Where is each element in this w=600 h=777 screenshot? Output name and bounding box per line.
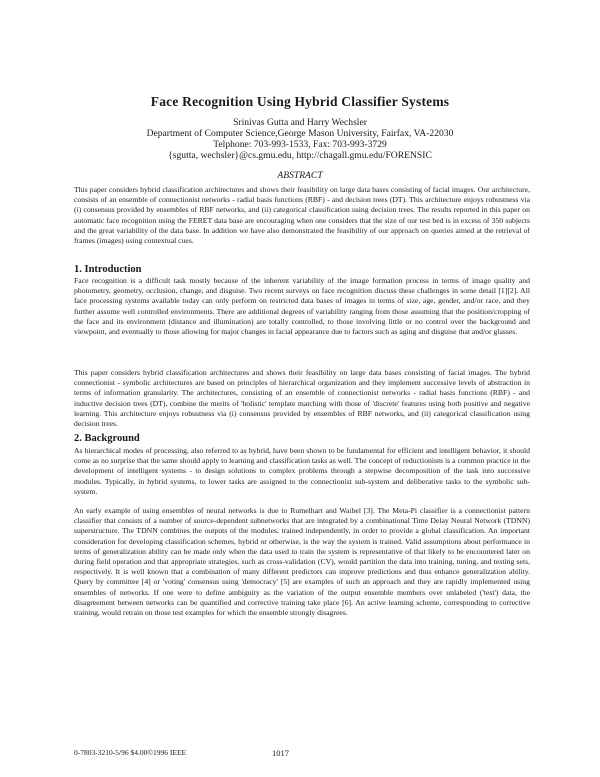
footer-copyright-code: 0-7803-3210-5/96 $4.00©1996 IEEE [74, 748, 187, 757]
introduction-paragraph-1: Face recognition is a difficult task mostly because of the inherent variability of the image formation process in terms of image quality and photometry, geometry, occlusion, change, and disguise. Two recent surveys on face recognition discuss these challenges in some detail [1][2]. All face processing systems available today can only perform on restricted data bases of images in terms of size, age, gender, and/or race, and they further assume well controlled environments. There are additional degrees of variability ranging from those assuming that the position/cropping of the face and its environment (distance and illumination) are totally controlled, to those involving little or no control over the background and viewpoint, and eventually to those allowing for major changes in facial appearance due to factors such as aging and disguise that and/or glasses. [74, 276, 530, 337]
introduction-paragraph-2: This paper considers hybrid classification architectures and shows their feasibility on large data bases consisting of facial images. The hybrid connectionist - symbolic architectures are based on principles of hierarchical organization and they implement successive levels of abstraction in terms of information granularity. The architectures, consisting of an ensemble of connectionist networks - radial basis functions (RBF) - and inductive decision trees (DT), combine the merits of 'holistic' template matching with those of 'discrete' features using both positive and negative learning. This architecture enjoys robustness via (i) consensus provided by ensembles of RBF networks, and (ii) categorical classification using decision trees. [74, 368, 530, 429]
author-telephone: Telphone: 703-993-1533, Fax: 703-993-3729 [213, 139, 387, 150]
section-heading-introduction: 1. Introduction [74, 264, 142, 275]
author-contact: {sgutta, wechsler}@cs.gmu.edu, http://chagall.gmu.edu/FORENSIC [168, 150, 432, 161]
background-paragraph-1: As hierarchical modes of processing, also referred to as hybrid, have been shown to be fundamental for efficient and intelligent behavior, it should come as no surprise that the same should apply to learning and classification tasks as well. The concept of reductionism is a common practice in the development of intelligent systems - to design solutions to complex problems through a stepwise decomposition of the task into successive modules. Typically, in hybrid systems, to lower tasks are assigned to the connectionist sub-system and deliberative tasks to the symbolic sub-system. [74, 446, 530, 496]
author-affiliation: Department of Computer Science,George Mason University, Fairfax, VA-22030 [146, 128, 454, 139]
background-paragraph-2: An early example of using ensembles of neural networks is due to Rumelhart and Waibel [3]. The Meta-Pi classifier is a connectionist pattern classifier that consists of a number of source-dependent subnetworks that are integrated by a combinational Time Delay Neural Network (TDNN) superstructure. The TDNN combines the outputs of the modules, trained independently, in order to provide a global classification. An important consideration for developing classification schemes, hybrid or otherwise, is the way the system is trained. Valid assumptions about performance in terms of generalization ability can be made only when the data used to train the system is representative of that likely to be encountered later on during field operation and that appropriate strategies, such as cross-validation (CV), would partition the data into training, tuning, and testing sets, respectively. It is well known that a combination of many different predictors can improve predictions and thus enhance generalization ability. Query by committee [4] or 'voting' consensus using 'democracy' [5] are examples of such an approach and they are rapidly implemented using ensembles of networks. If one were to define ambiguity as the variation of the output ensemble members over unlabeled ('test') data, the disagreement between networks can be quantified and corrective training take place [6]. An active learning scheme, corresponding to corrective training, would retrain on those test examples for which the ensemble strongly disagrees. [74, 506, 530, 618]
abstract-heading: ABSTRACT [277, 170, 323, 181]
abstract-text: This paper considers hybrid classification architectures and shows their feasibility on large data bases consisting of facial images. Our architecture, consists of an ensemble of connectionist networks - radial basis functions (RBF) - and decision trees (DT). This architecture enjoys robustness via (i) consensus provided by ensembles of RBF networks, and (ii) categorical classification using decision trees. The results reported in this paper on automatic face recognition using the FERET data base are encouraging when one considers that the size of our test bed is in excess of 350 subjects and the great variability of the data base. In addition we have also demonstrated the feasibility of our approach on queries aimed at the retrieval of frames (images) using contextual cues. [74, 185, 530, 246]
paper-title: Face Recognition Using Hybrid Classifier Systems [150, 94, 450, 109]
footer-page-number: 1017 [272, 748, 289, 758]
section-heading-background: 2. Background [74, 433, 140, 444]
author-names: Srinivas Gutta and Harry Wechsler [233, 117, 367, 128]
